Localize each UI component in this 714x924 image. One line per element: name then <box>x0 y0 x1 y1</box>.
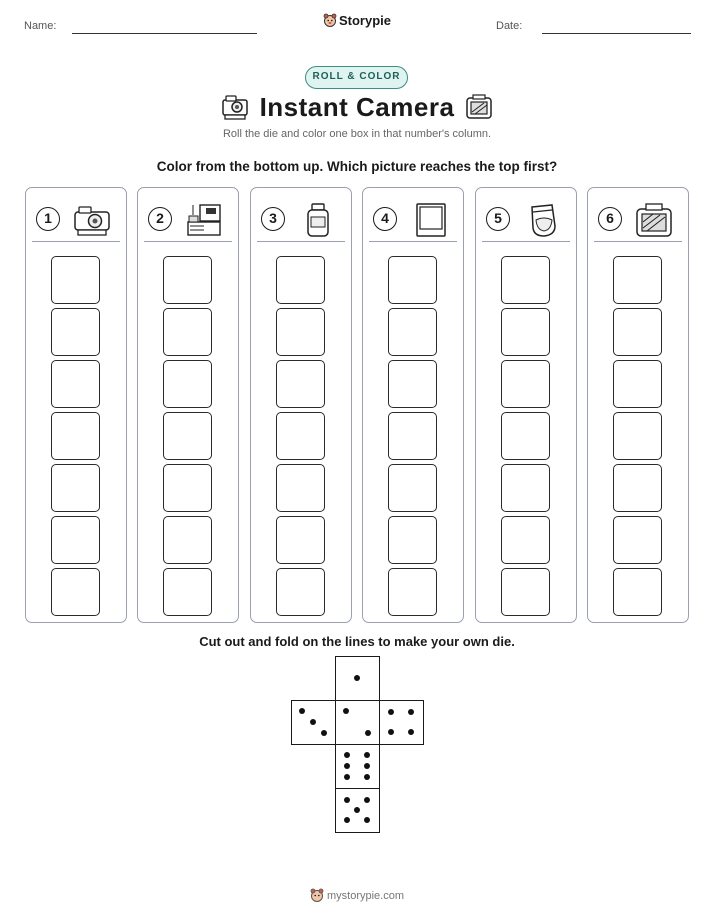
die-pip <box>365 730 371 736</box>
color-box[interactable] <box>51 256 100 304</box>
color-box[interactable] <box>163 516 212 564</box>
storypie-mascot-icon <box>323 13 337 27</box>
color-box[interactable] <box>501 256 550 304</box>
photo-printer-icon <box>184 202 224 238</box>
polaroid-photo-icon <box>409 202 449 238</box>
color-box[interactable] <box>613 516 662 564</box>
instant-camera-icon <box>72 202 112 238</box>
color-box[interactable] <box>613 308 662 356</box>
color-box[interactable] <box>388 256 437 304</box>
column-number: 3 <box>261 207 285 231</box>
activity-badge: ROLL & COLOR <box>305 66 408 89</box>
color-box[interactable] <box>501 308 550 356</box>
color-box[interactable] <box>388 308 437 356</box>
color-box[interactable] <box>276 308 325 356</box>
color-box[interactable] <box>276 256 325 304</box>
color-box[interactable] <box>501 568 550 616</box>
color-box[interactable] <box>163 568 212 616</box>
die-face-4 <box>379 700 424 745</box>
column-number: 5 <box>486 207 510 231</box>
color-box[interactable] <box>163 256 212 304</box>
color-box[interactable] <box>163 308 212 356</box>
film-pouch-icon <box>522 202 562 238</box>
die-pip <box>344 752 350 758</box>
color-box[interactable] <box>276 516 325 564</box>
name-label: Name: <box>24 20 57 32</box>
column-header <box>482 196 570 242</box>
brand-logo <box>0 13 714 28</box>
die-pip <box>344 817 350 823</box>
die-pip <box>364 752 370 758</box>
color-box[interactable] <box>51 568 100 616</box>
color-box[interactable] <box>613 412 662 460</box>
film-pack-icon <box>464 93 494 121</box>
color-box[interactable] <box>51 308 100 356</box>
die-pip <box>364 774 370 780</box>
column-header <box>32 196 120 242</box>
column-number: 4 <box>373 207 397 231</box>
die-pip <box>354 675 360 681</box>
color-box[interactable] <box>276 360 325 408</box>
color-box[interactable] <box>163 464 212 512</box>
die-face-3 <box>291 700 336 745</box>
color-box[interactable] <box>276 568 325 616</box>
die-pip <box>344 774 350 780</box>
die-pip <box>321 730 327 736</box>
footer <box>0 888 714 902</box>
color-box[interactable] <box>613 464 662 512</box>
color-box[interactable] <box>51 464 100 512</box>
column-number: 1 <box>36 207 60 231</box>
brand-name: Storypie <box>338 13 391 28</box>
die-pip <box>354 807 360 813</box>
column-2 <box>137 187 239 623</box>
die-pip <box>388 729 394 735</box>
die-pip <box>344 763 350 769</box>
die-pip <box>343 708 349 714</box>
color-box[interactable] <box>51 412 100 460</box>
instructions: Color from the bottom up. Which picture reaches the top first? <box>156 159 558 174</box>
color-box[interactable] <box>276 412 325 460</box>
color-box[interactable] <box>388 360 437 408</box>
page-title: Instant Camera <box>259 92 455 122</box>
color-box[interactable] <box>51 516 100 564</box>
color-box[interactable] <box>388 516 437 564</box>
column-header <box>594 196 682 242</box>
color-box[interactable] <box>388 412 437 460</box>
color-box[interactable] <box>613 360 662 408</box>
date-label: Date: <box>496 20 523 32</box>
color-box[interactable] <box>163 360 212 408</box>
color-box[interactable] <box>501 464 550 512</box>
color-box[interactable] <box>613 256 662 304</box>
column-header <box>369 196 457 242</box>
color-box[interactable] <box>388 568 437 616</box>
color-box[interactable] <box>276 464 325 512</box>
cut-instructions: Cut out and fold on the lines to make your own die. <box>199 634 515 649</box>
color-box[interactable] <box>51 360 100 408</box>
die-pip <box>344 797 350 803</box>
column-6 <box>587 187 689 623</box>
footer-url[interactable]: mystorypie.com <box>326 890 405 902</box>
column-number: 2 <box>148 207 172 231</box>
color-box[interactable] <box>613 568 662 616</box>
die-face-1 <box>335 656 380 701</box>
die-face-2 <box>335 700 380 745</box>
die-face-6 <box>335 744 380 789</box>
column-3 <box>250 187 352 623</box>
column-5 <box>475 187 577 623</box>
column-number: 6 <box>598 207 622 231</box>
subtitle: Roll the die and color one box in that number's column. <box>222 128 492 140</box>
column-header <box>144 196 232 242</box>
die-pip <box>388 709 394 715</box>
die-pip <box>364 797 370 803</box>
color-box[interactable] <box>501 516 550 564</box>
name-line[interactable] <box>72 33 257 34</box>
die-pip <box>299 708 305 714</box>
film-pack-icon <box>634 202 674 238</box>
die-pip <box>364 763 370 769</box>
die-pip <box>310 719 316 725</box>
column-header <box>257 196 345 242</box>
die-pip <box>408 729 414 735</box>
column-1 <box>25 187 127 623</box>
date-line[interactable] <box>542 33 691 34</box>
color-box[interactable] <box>501 412 550 460</box>
color-box[interactable] <box>163 412 212 460</box>
die-pip <box>364 817 370 823</box>
chemical-bottle-icon <box>297 202 337 238</box>
color-box[interactable] <box>501 360 550 408</box>
die-pip <box>408 709 414 715</box>
column-4 <box>362 187 464 623</box>
die-face-5 <box>335 788 380 833</box>
storypie-mascot-icon <box>310 888 324 902</box>
color-box[interactable] <box>388 464 437 512</box>
